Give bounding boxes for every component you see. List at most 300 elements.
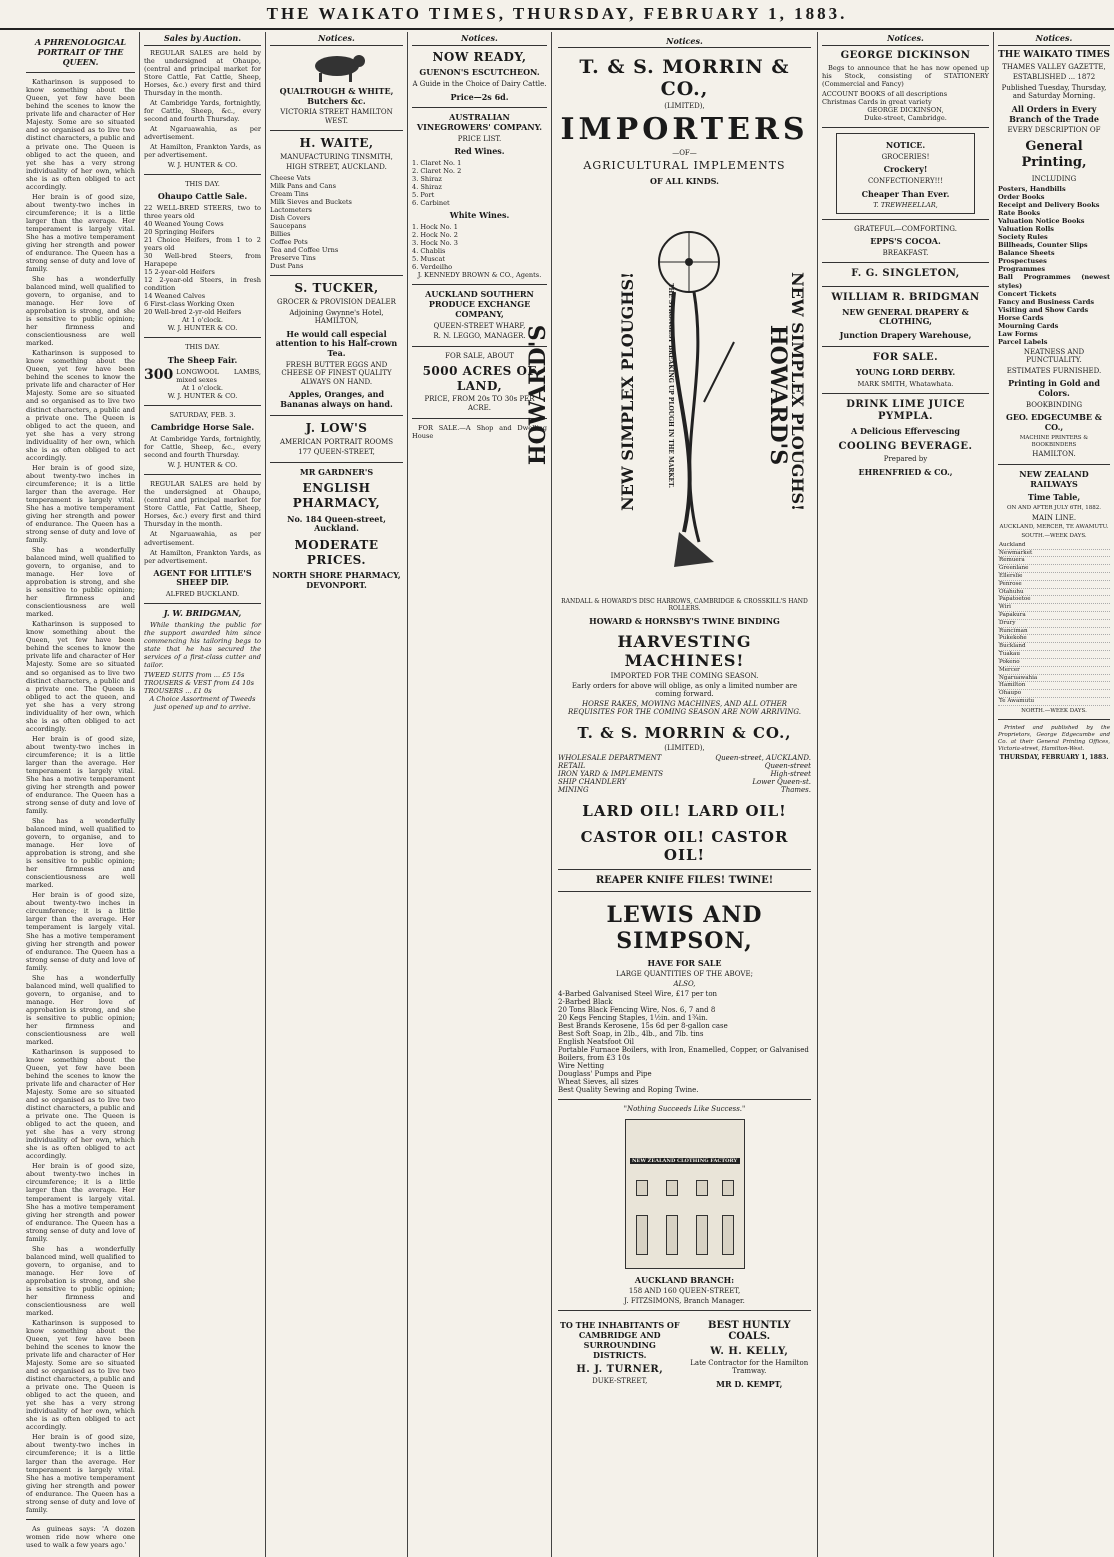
wine-item: 1. Claret No. 1 — [412, 159, 462, 168]
divider — [270, 275, 403, 276]
table-row — [998, 588, 1110, 596]
land-acres: 5000 ACRES OF LAND, — [422, 364, 537, 393]
morrin-advertisement — [525, 32, 818, 1557]
station-name: Mercer — [998, 666, 1110, 674]
drapery-heading: NEW GENERAL DRAPERY & CLOTHING, — [842, 306, 969, 327]
pharmacy-title: ENGLISH PHARMACY, — [292, 481, 381, 510]
wharf-address: QUEEN-STREET WHARF, — [433, 321, 526, 330]
printing-item: Fancy and Business Cards — [998, 297, 1095, 306]
clothing-factory-illustration — [625, 1119, 745, 1269]
department-row — [558, 786, 811, 794]
column-notices-3 — [818, 32, 994, 1557]
nothing-succeeds: "Nothing Succeeds Like Success." — [623, 1105, 746, 1113]
station-name: Auckland — [998, 542, 1110, 549]
wine-item: 3. Hock No. 3 — [412, 239, 458, 248]
wine-item: 2. Hock No. 2 — [412, 231, 458, 240]
bottom-ads — [558, 1316, 811, 1391]
north-heading: NORTH.—WEEK DAYS. — [1021, 707, 1087, 714]
saturday: SATURDAY, FEB. 3. — [169, 411, 236, 420]
department-address: Queen-street — [764, 762, 811, 770]
published-days: Published Tuesday, Thursday, and Saturday Morning. — [1001, 83, 1107, 101]
tucker-half-crown: He would call especial attention to his Half-crown Tea. — [275, 328, 398, 359]
morrin-title: T. & S. MORRIN & CO., — [579, 56, 790, 100]
notice-box — [836, 133, 975, 213]
neatness: NEATNESS AND PUNCTUALITY. — [1023, 347, 1085, 365]
station-name: Tuakau — [998, 651, 1110, 659]
guide-title: A Guide in the Choice of Dairy Cattle. — [412, 80, 547, 89]
column-notices-1 — [266, 32, 408, 1557]
queen-street-address: No. 184 Queen-street, Auckland. — [287, 513, 386, 534]
printing-item: Mourning Cards — [998, 321, 1059, 330]
newspaper-columns — [22, 32, 1114, 1557]
auction-sale: At Cambridge Yards, fortnightly, for Cattle, Sheep, &c., every second and fourth Thursday. — [144, 435, 261, 460]
station-name: Drury — [998, 619, 1110, 627]
table-row — [998, 542, 1110, 549]
lewis-item: 20 Tons Black Fencing Wire, Nos. 6, 7 and 8 — [558, 1006, 716, 1014]
sheep-count: 300 — [144, 367, 174, 384]
article-paragraph: She has a wonderfully balanced mind, well qualified to govern, to organise, and to manage. Her love of approbation is strong, and she is sensitive to public opinion; her firmness and conscientiousness are well marked. — [26, 275, 135, 348]
printing-item: Order Books — [998, 193, 1045, 202]
printing-item: Society Rules — [998, 233, 1048, 242]
cattle-item: 12 2-year-old Steers, in fresh condition — [144, 276, 261, 293]
crockery: Crockery! — [883, 164, 928, 175]
have-for-sale: HAVE FOR SALE — [647, 958, 722, 968]
epps-cocoa: EPPS'S COCOA. — [870, 236, 941, 247]
footer-date: THURSDAY, FEBRUARY 1, 1883. — [999, 754, 1109, 762]
station-name: Papakura — [998, 612, 1110, 620]
imported-notice: IMPORTED FOR THE COMING SEASON. — [610, 672, 759, 680]
divider — [558, 891, 811, 892]
young-lord-derby: YOUNG LORD DERBY. — [855, 367, 956, 378]
now-ready: NOW READY, — [432, 49, 527, 64]
masthead: THE WAIKATO TIMES, THURSDAY, FEBRUARY 1, 1883. — [0, 0, 1114, 30]
main-line: MAIN LINE. — [1031, 513, 1077, 522]
branch-manager: J. FITZSIMONS, Branch Manager. — [624, 1297, 745, 1305]
department-list — [558, 754, 811, 794]
department-row — [558, 770, 811, 778]
table-row — [998, 674, 1110, 682]
station-name: Otahuhu — [998, 588, 1110, 596]
station-name: Remuera — [998, 557, 1110, 565]
window-icon — [722, 1215, 734, 1255]
waite-title: H. WAITE, — [299, 136, 374, 151]
of-label: —OF— — [672, 149, 697, 157]
early-orders: Early orders for above will oblige, as only a limited number are coming forward. — [571, 682, 798, 698]
wine-item: 6. Verdeilho — [412, 263, 453, 272]
morrin-limited: (LIMITED), — [664, 102, 705, 110]
machine-printers: MACHINE PRINTERS & BOOKBINDERS — [1019, 434, 1089, 448]
dickinson-stationery: Begs to announce that he has now opened up his Stock, consisting of STATIONERY (Commercial and Fancy) — [822, 63, 989, 88]
tucker-title: S. TUCKER, — [294, 281, 379, 296]
divider — [144, 474, 261, 475]
sheep-lot — [144, 367, 261, 384]
article-paragraph: Her brain is of good size, about twenty-two inches in circumference; it is a little larger than the average. Her temperament is largely vital. She has a motive temperament giving her strength and power of endurance. The Queen has a strong sense of duty and love of family. — [26, 891, 135, 972]
waite-item: Cream Tins — [270, 190, 309, 199]
divider — [558, 869, 811, 870]
tucker-subtitle: GROCER & PROVISION DEALER — [277, 298, 396, 306]
harrows: RANDALL & HOWARD'S DISC HARROWS, CAMBRIDGE & CROSSKILL'S HAND ROLLERS. — [561, 598, 808, 612]
wine-item: 1. Hock No. 1 — [412, 223, 458, 232]
price-line: TROUSERS & VEST from £4 10s — [144, 679, 254, 688]
table-row — [998, 557, 1110, 565]
gazette-name: THAMES VALLEY GAZETTE, — [1002, 62, 1106, 71]
waite-item: Saucepans — [270, 222, 307, 231]
station-name: Pukekohe — [998, 635, 1110, 643]
bookbinding: BOOKBINDING — [1025, 400, 1083, 409]
printing-item: Law Forms — [998, 329, 1038, 338]
castor-oil: CASTOR OIL! CASTOR OIL! — [580, 828, 789, 864]
timetable-south — [998, 542, 1110, 706]
produce-exchange-title: AUCKLAND SOUTHERN PRODUCE EXCHANGE COMPANY, — [425, 289, 534, 319]
divider — [822, 393, 989, 394]
waite-item: Billies — [270, 230, 291, 239]
cattle-item: 40 Weaned Young Cows — [144, 220, 224, 229]
kelly-title: W. H. KELLY, — [710, 1346, 789, 1357]
printing-item: Valuation Rolls — [998, 225, 1054, 234]
divider — [144, 174, 261, 175]
groceries: GROCERIES! — [881, 152, 930, 161]
article-paragraph: Katharinson is supposed to know something about the Queen, yet few have been behind the scenes to know the private life and character of Her Majesty. Some are so situated and so organised as to live two distinct characters, a public and a private one. The Queen is obliged to act the queen, and yet she has a very strong individuality of her own, which she is as often obliged to act accordingly. — [26, 1318, 135, 1432]
auction-sale: At Ngaruawahia, as per advertisement. — [144, 530, 261, 547]
table-row — [998, 682, 1110, 690]
divider — [998, 719, 1110, 720]
signature: W. J. HUNTER & CO. — [167, 392, 238, 401]
waite-item: Dish Covers — [270, 214, 311, 223]
department-name: RETAIL — [558, 762, 586, 770]
auction-sale: At Hamilton, Frankton Yards, as per advertisement. — [144, 143, 261, 160]
article-paragraph: Katharinson is supposed to know something about the Queen, yet few have been behind the scenes to know the private life and character of Her Majesty. Some are so situated and so organised as to live two distinct characters, a public and a private one. The Queen is obliged to act the queen, and yet she has a very strong individuality of her own, which she is as often obliged to act accordingly. — [26, 1047, 135, 1161]
article-paragraph: Her brain is of good size, about twenty-two inches in circumference; it is a little larger than the average. Her temperament is largely vital. She has a motive temperament giving her strength and power of endurance. The Queen has a strong sense of duty and love of family. — [26, 192, 135, 273]
wine-item: 5. Port — [412, 191, 435, 200]
ohaupo-sale-title: Ohaupo Cattle Sale. — [157, 191, 248, 202]
twine-binding: HOWARD & HORNSBY'S TWINE BINDING — [589, 616, 780, 626]
all-orders: All Orders in Every Branch of the Trade — [1009, 103, 1099, 124]
this-day: THIS DAY. — [185, 343, 220, 352]
quaitrough-title: QUALTROUGH & WHITE, Butchers &c. — [279, 85, 394, 106]
lard-oil: LARD OIL! LARD OIL! — [582, 802, 787, 820]
vinegrowers-title: AUSTRALIAN VINEGROWERS' COMPANY. — [416, 112, 543, 133]
department-row — [558, 754, 811, 762]
table-row — [998, 580, 1110, 588]
printing-item: Billheads, Counter Slips — [998, 241, 1088, 250]
cheaper: Cheaper Than Ever. — [861, 188, 950, 199]
divider — [270, 130, 403, 131]
dickinson-address: Duke-street, Cambridge. — [864, 114, 947, 123]
lewis-item: Best Quality Sewing and Roping Twine. — [558, 1086, 699, 1094]
sale-time: At 1 o'clock. — [181, 384, 224, 393]
red-wine-list — [412, 159, 547, 207]
quaitrough-address: VICTORIA STREET HAMILTON WEST. — [280, 108, 393, 125]
cattle-item: 21 Choice Heifers, from 1 to 2 years old — [144, 236, 261, 253]
hamilton: HAMILTON. — [1032, 450, 1076, 459]
table-row — [998, 690, 1110, 698]
all-kinds: OF ALL KINDS. — [650, 176, 719, 186]
station-name: Wiri — [998, 604, 1110, 612]
divider — [144, 405, 261, 406]
divider — [270, 462, 403, 463]
divider — [26, 72, 135, 73]
agent-notice: AGENT FOR LITTLE'S SHEEP DIP. — [153, 567, 252, 588]
price-line: TROUSERS ... £1 0s — [144, 687, 212, 696]
divider — [412, 107, 547, 108]
printing-item: Rate Books — [998, 209, 1041, 218]
howard-left: HOWARD'S — [525, 324, 552, 466]
lewis-items — [558, 990, 811, 1094]
bridgman-title: J. W. BRIDGMAN, — [163, 608, 242, 619]
trewheellar: T. TREWHEELLAR, — [873, 201, 938, 210]
land-price: PRICE, FROM 20s TO 30s PER ACRE. — [424, 395, 535, 412]
lime-juice: DRINK LIME JUICE PYMPLA. — [846, 398, 965, 423]
table-row — [998, 651, 1110, 659]
department-address: Lower Queen-st. — [752, 778, 811, 786]
column-notices-2 — [408, 32, 552, 1557]
on-after: ON AND AFTER JULY 6TH, 1882. — [1006, 505, 1102, 512]
simplex-left: NEW SIMPLEX PLOUGHS! — [618, 271, 638, 512]
department-address: Thames. — [781, 786, 811, 794]
plough-illustration-block — [525, 192, 811, 592]
lewis-item: 2-Barbed Black — [558, 998, 613, 1006]
this-day: THIS DAY. — [185, 180, 220, 189]
moderate-prices: MODERATE PRICES. — [294, 538, 379, 567]
window-icon — [666, 1215, 678, 1255]
auction-sale: At Cambridge Yards, fortnightly, for Cattle, Sheep, &c., every second and fourth Thursday. — [144, 98, 261, 123]
effervescing: A Delicious Effervescing — [851, 426, 960, 437]
article-paragraph: Her brain is of good size, about twenty-two inches in circumference; it is a little larger than the average. Her temperament is largely vital. She has a motive temperament giving her strength and power of endurance. The Queen has a strong sense of duty and love of family. — [26, 463, 135, 544]
grateful: GRATEFUL—COMFORTING. — [854, 224, 957, 233]
table-row — [998, 604, 1110, 612]
table-row — [998, 643, 1110, 651]
table-row — [998, 572, 1110, 580]
cattle-item: 20 Springing Heifers — [144, 228, 215, 237]
waite-item: Preserve Tins — [270, 254, 316, 263]
cattle-item: 6 First-class Working Oxen — [144, 300, 235, 309]
guenon-title: GUENON'S ESCUTCHEON. — [419, 67, 540, 78]
auction-sale: At Ngaruawahia, as per advertisement. — [144, 125, 261, 142]
cattle-item: 14 Weaned Calves — [144, 292, 206, 301]
strongest-plough: THE STRONGEST BREAKING UP PLOUGH IN THE MARKET. — [666, 283, 674, 488]
cattle-list — [144, 204, 261, 316]
every-description: EVERY DESCRIPTION OF — [1007, 126, 1101, 135]
choice-note: A Choice Assortment of Tweeds just opened up and to arrive. — [149, 695, 256, 712]
article-paragraph: As guineas says: 'A dozen women ride now where one used to walk a few years ago.' — [26, 1524, 135, 1549]
window-icon — [696, 1180, 708, 1196]
table-row — [998, 549, 1110, 557]
railways: NEW ZEALAND RAILWAYS — [1019, 468, 1089, 489]
kempt-title: MR D. KEMPT, — [716, 1379, 783, 1389]
article-paragraph: Katharinson is supposed to know something about the Queen, yet few have been behind the scenes to know the private life and character of Her Majesty. Some are so situated and so organised as to live two distinct characters, a public and a private one. The Queen is obliged to act the queen, and yet she has a very strong individuality of her own, which she is as often obliged to act accordingly. — [26, 620, 135, 733]
lewis-item: Wire Netting — [558, 1062, 605, 1070]
department-row — [558, 762, 811, 770]
printing-item: Valuation Notice Books — [998, 217, 1085, 226]
time-table: Time Table, — [1027, 492, 1081, 503]
breakfast: BREAKFAST. — [882, 248, 929, 257]
wine-item: 5. Muscat — [412, 255, 446, 264]
department-name: MINING — [558, 786, 589, 794]
cattle-item: 30 Well-bred Steers, from Harapepe — [144, 252, 261, 269]
cattle-item: 15 2-year-old Heifers — [144, 268, 215, 277]
waite-subtitle: MANUFACTURING TINSMITH, — [280, 152, 393, 161]
vinegrowers-agents: J. KENNEDY BROWN & CO., Agents. — [417, 271, 542, 280]
for-sale: FOR SALE. — [872, 351, 939, 363]
tucker-fresh: FRESH BUTTER EGGS AND CHEESE OF FINEST QUALITY ALWAYS ON HAND. — [281, 360, 392, 386]
manager: R. N. LEGGO, MANAGER. — [433, 332, 526, 341]
wine-item: 2. Claret No. 2 — [412, 167, 462, 176]
printing-item: Posters, Handbills — [998, 185, 1066, 194]
column-header: Notices. — [270, 34, 403, 46]
sale-time: At 1 o'clock. — [181, 316, 224, 325]
edgecumbe: GEO. EDGECUMBE & CO., — [1005, 412, 1103, 433]
singleton-title: F. G. SINGLETON, — [851, 268, 960, 280]
bottom-ad-right — [688, 1316, 812, 1391]
divider — [822, 219, 989, 220]
table-row — [998, 612, 1110, 620]
howard-right: HOWARD'S — [765, 324, 792, 466]
tucker-address: Adjoining Gwynne's Hotel, HAMILTON, — [289, 308, 384, 326]
station-name: Pokeno — [998, 658, 1110, 666]
signature: W. J. HUNTER & CO. — [167, 324, 238, 333]
lewis-item: Best Brands Kerosene, 15s 6d per 8-gallon case — [558, 1022, 728, 1030]
window-icon — [666, 1180, 678, 1196]
harvesting-machines: HARVESTING MACHINES! — [617, 632, 752, 670]
article-title: A PHRENOLOGICAL PORTRAIT OF THE QUEEN. — [35, 37, 126, 67]
morrin-title-2: T. & S. MORRIN & CO., — [577, 724, 792, 742]
paper-name: THE WAIKATO TIMES — [998, 49, 1110, 60]
established: ESTABLISHED ... 1872 — [1012, 73, 1096, 82]
table-row — [998, 596, 1110, 604]
huntly-coals: BEST HUNTLY COALS. — [708, 1320, 791, 1342]
lewis-item: Wheat Sieves, all sizes — [558, 1078, 639, 1086]
printing-item: Balance Sheets — [998, 249, 1055, 258]
confectionery: CONFECTIONERY!!! — [867, 177, 944, 186]
imprint: Printed and published by the Proprietors, George Edgecumbe and Co. at their General Printing Offices, Victoria-street, Hamilton-West. — [998, 725, 1110, 752]
reaper-files: REAPER KNIFE FILES! TWINE! — [595, 875, 774, 886]
notice-title: NOTICE. — [885, 140, 926, 151]
station-name: Ngaruawahia — [998, 674, 1110, 682]
column-phrenological — [22, 32, 140, 1557]
divider — [822, 262, 989, 263]
divider — [412, 284, 547, 285]
window-icon — [696, 1215, 708, 1255]
sheep-desc: LONGWOOL LAMBS, mixed sexes — [176, 367, 261, 384]
including: INCLUDING — [1031, 174, 1077, 183]
divider — [144, 603, 261, 604]
station-name: Penrose — [998, 580, 1110, 588]
auction-intro: REGULAR SALES are held by the undersigned at Ohaupo, (central and principal market for Store Cattle, Fat Cattle, Sheep, Horses, &c.) every first and third Thursday in the month. — [144, 480, 261, 529]
lewis-item: 4-Barbed Galvanised Steel Wire, £17 per ton — [558, 990, 718, 998]
column-header: Notices. — [998, 34, 1110, 46]
article-paragraph: Her brain is of good size, about twenty-two inches in circumference; it is a little larger than the average. Her temperament is largely vital. She has a motive temperament giving her strength and power of endurance. The Queen has a strong sense of duty and love of family. — [26, 1433, 135, 1514]
article-paragraph: She has a wonderfully balanced mind, well qualified to govern, to organise, and to manage. Her love of approbation is strong, and she is sensitive to public opinion; her firmness and conscientiousness are well marked. — [26, 817, 135, 890]
bridgman-text: While thanking the public for the support awarded him since commencing his tailoring begs to state that he has secured the services of a first-class cutter and tailor. — [144, 620, 261, 670]
large-quantities: LARGE QUANTITIES OF THE ABOVE; — [616, 970, 753, 978]
shop-for-sale: FOR SALE.—A Shop and Dwelling House — [412, 423, 547, 440]
department-address: High-street — [770, 770, 811, 778]
station-name: Greenlane — [998, 565, 1110, 573]
divider — [26, 1519, 135, 1520]
article-paragraph: She has a wonderfully balanced mind, well qualified to govern, to organise, and to manage. Her love of approbation is strong, and she is sensitive to public opinion; her firmness and conscientiousness are well marked. — [26, 1244, 135, 1317]
low-title: J. LOW'S — [305, 420, 368, 435]
wine-item: 3. Shiraz — [412, 175, 442, 184]
window-icon — [636, 1215, 648, 1255]
printing-item: Programmes — [998, 265, 1046, 274]
estimates: ESTIMATES FURNISHED. — [1006, 366, 1102, 375]
price-line: TWEED SUITS from ... £5 15s — [144, 671, 245, 680]
table-row — [998, 565, 1110, 573]
turner-title: H. J. TURNER, — [576, 1364, 664, 1375]
cooling-beverage: COOLING BEVERAGE. — [838, 441, 973, 453]
waite-items — [270, 174, 403, 270]
kelly-subtitle: Late Contractor for the Hamilton Tramway. — [690, 1359, 809, 1375]
wine-item: 6. Carbinet — [412, 199, 450, 208]
bull-illustration — [307, 49, 367, 83]
signature: W. J. HUNTER & CO. — [167, 161, 238, 170]
divider — [998, 464, 1110, 465]
buckland-signature: ALFRED BUCKLAND. — [165, 590, 240, 599]
agricultural-implements: AGRICULTURAL IMPLEMENTS — [583, 159, 786, 172]
auction-intro: REGULAR SALES are held by the undersigned at Ohaupo, (central and principal market for Store Cattle, Fat Cattle, Sheep, Horses, &c.) every first and third Thursday in the month. — [144, 48, 261, 97]
inhabitants-notice: TO THE INHABITANTS OF CAMBRIDGE AND SURROUNDING DISTRICTS. — [559, 1320, 680, 1360]
column-header: Notices. — [558, 36, 811, 48]
lewis-item: English Neatsfoot Oil — [558, 1038, 635, 1046]
station-name: Runciman — [998, 627, 1110, 635]
table-row — [998, 635, 1110, 643]
waite-item: Cheese Vats — [270, 174, 311, 182]
ehrenfried: EHRENFRIED & CO., — [858, 466, 953, 477]
dickinson-signature: GEORGE DICKINSON, — [867, 106, 944, 115]
window-icon — [722, 1180, 734, 1196]
junction-warehouse: Junction Drapery Warehouse, — [839, 330, 972, 341]
wine-item: 4. Shiraz — [412, 183, 442, 192]
also-label: ALSO, — [673, 980, 696, 988]
prepared-by: Prepared by — [883, 455, 928, 464]
printing-item: Concert Tickets — [998, 289, 1057, 298]
printing-item: Receipt and Delivery Books — [998, 201, 1100, 210]
mark-smith: MARK SMITH, Whatawhata. — [857, 379, 954, 388]
branch-address: 158 AND 160 QUEEN-STREET, — [628, 1287, 741, 1295]
waite-item: Milk Pans and Cans — [270, 182, 336, 191]
importers-heading: IMPORTERS — [560, 112, 809, 147]
sheep-fair-title: The Sheep Fair. — [167, 354, 238, 365]
table-row — [998, 666, 1110, 674]
printing-item: Parcel Labels — [998, 337, 1048, 346]
horse-rakes: HORSE RAKES, MOWING MACHINES, AND ALL OTHER REQUISITES FOR THE COMING SEASON ARE NOW ARRIVING. — [568, 700, 801, 716]
gold-printing: Printing in Gold and Colors. — [1008, 378, 1100, 399]
gardner-title: MR GARDNER'S — [299, 466, 374, 477]
auction-sale: At Hamilton, Frankton Yards, as per advertisement. — [144, 548, 261, 565]
column-header: Notices. — [412, 34, 547, 46]
simplex-right: NEW SIMPLEX PLOUGHS! — [788, 271, 808, 512]
dickinson-letts: ACCOUNT BOOKS of all descriptions — [822, 90, 948, 99]
department-name: SHIP CHANDLERY — [558, 778, 627, 786]
waite-item: Tea and Coffee Urns — [270, 246, 339, 255]
route: AUCKLAND, MERCER, TE AWAMUTU. — [999, 524, 1109, 531]
lewis-simpson-title: LEWIS AND SIMPSON, — [606, 902, 763, 954]
cattle-item: 22 WELL-BRED STEERS, two to three years old — [144, 203, 261, 220]
cattle-item: 20 Well-bred 2-yr-old Heifers — [144, 308, 242, 317]
morrin-limited-2: (LIMITED), — [664, 744, 705, 752]
department-address: Queen-street, AUCKLAND. — [715, 754, 811, 762]
white-wines-heading: White Wines. — [449, 210, 510, 221]
station-name: Te Awamutu — [998, 697, 1110, 705]
printing-item: Prospectuses — [998, 257, 1047, 266]
station-name: Buckland — [998, 643, 1110, 651]
land-for-sale: FOR SALE, ABOUT — [445, 351, 514, 360]
station-name: Hamilton — [998, 682, 1110, 690]
low-subtitle: AMERICAN PORTRAIT ROOMS — [279, 437, 394, 446]
north-shore-pharmacy: NORTH SHORE PHARMACY, DEVONPORT. — [272, 570, 401, 591]
lewis-item: Douglass' Pumps and Pipe — [558, 1070, 652, 1078]
column-waikato-times — [994, 32, 1114, 1557]
